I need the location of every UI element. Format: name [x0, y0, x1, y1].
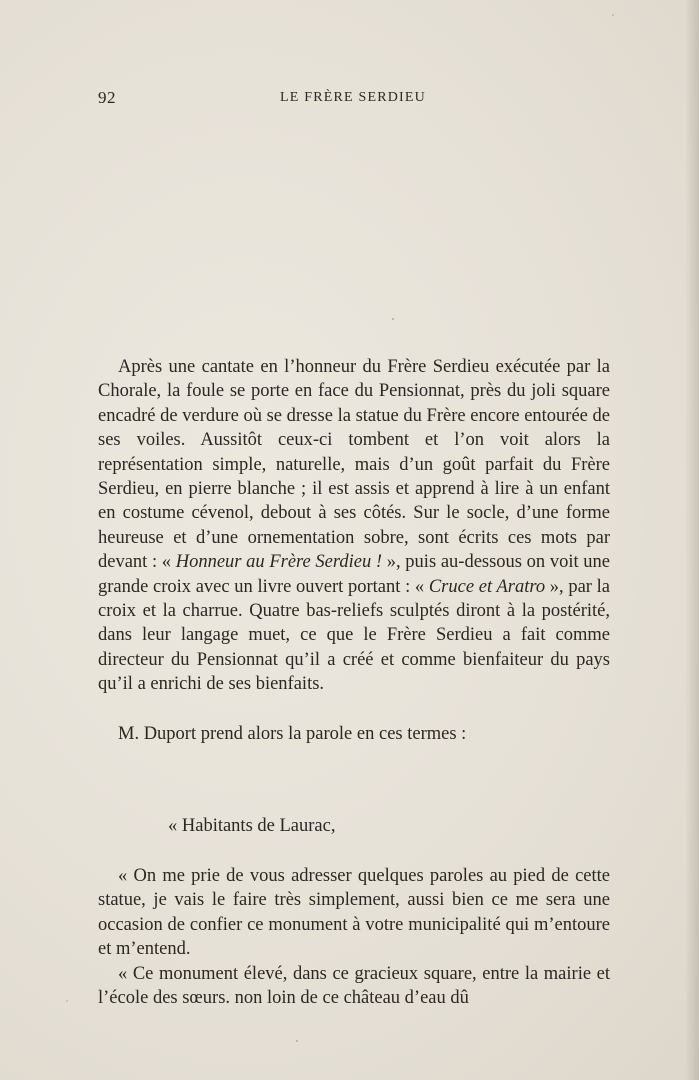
- speech-body: [98, 864, 610, 1010]
- page-number: 92: [98, 88, 116, 107]
- text-run: », par la croix et la charrue. Quatre bas-reliefs sculptés diront à la postérité, dans leur langage muet, ce que le Frère Serdieu a fait comme directeur du Pensionnat qu’il a créé et comme bienfaiteur du pays qu’il a enrichi de ses bienfaits.: [98, 576, 610, 695]
- speech-paragraph: « On me prie de vous adresser quelques paroles au pied de cette statue, je vais le faire très simplement, aussi bien ce me sera une occasion de confier ce monument à votre municipalité qui m’entoure et m’entend.: [98, 866, 610, 960]
- speech-paragraph: « Ce monument élevé, dans ce gracieux square, entre la mairie et l’école des sœurs. non loin de ce château d’eau dû: [98, 963, 610, 1009]
- book-title: LE FRÈRE SERDIEU: [280, 90, 426, 105]
- paragraph-ceremony-text: [98, 355, 610, 697]
- running-head: [98, 88, 610, 112]
- text-run: », puis au-dessous on voit une grande croix avec un livre ouvert portant : «: [98, 552, 610, 597]
- inscription-italic: Honneur au Frère Serdieu !: [175, 552, 383, 573]
- motto-italic: Cruce et Aratro: [428, 576, 546, 597]
- paragraph-ceremony: [98, 355, 610, 697]
- page-edge-shadow: [685, 0, 699, 1080]
- paragraph-duport-text: M. Duport prend alors la parole en ces termes :: [118, 724, 467, 744]
- text-run: Après une cantate en l’honneur du Frère Serdieu exécutée par la Chorale, la foule se porte en face du Pensionnat, près du joli square encadré de verdure où se dresse la statue du Frère encore entourée de ses voiles. Aussitôt ceux-ci tombent et l’on voit alors la représentation simple, naturelle, mais d’un goût parfait du Frère Serdieu, en pierre blanche ; il est assis et apprend à lire à un enfant en costume cévenol, debout à ses côtés. Sur le socle, d’une forme heureuse et d’une ornementation sobre, sont écrits ces mots par devant : «: [98, 357, 610, 573]
- speech-salutation: « Habitants de Laurac,: [168, 816, 336, 836]
- paragraph-duport: [98, 722, 610, 746]
